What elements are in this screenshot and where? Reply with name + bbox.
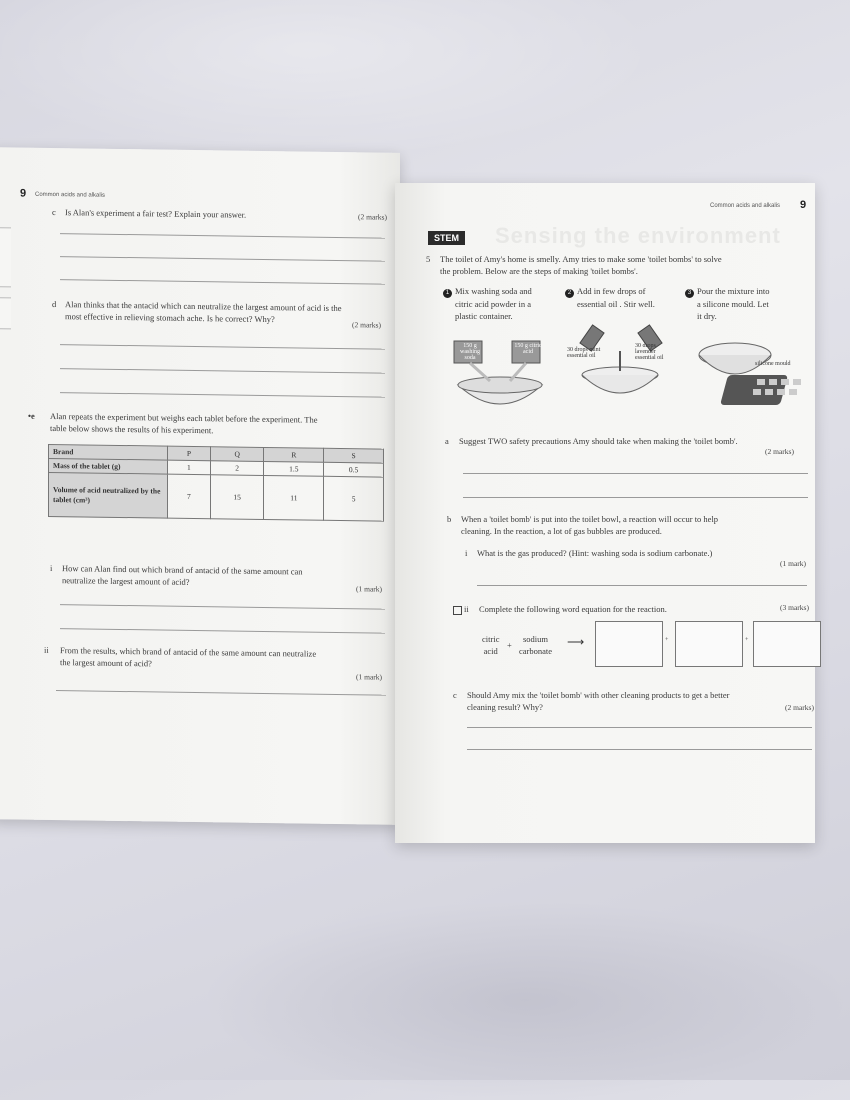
q-bii-label: ii	[453, 603, 469, 615]
silicone-mould-illustration	[687, 323, 812, 415]
answer-line[interactable]	[60, 279, 385, 285]
q-d-label: d	[52, 299, 57, 310]
q5-number: 5	[426, 254, 431, 264]
answer-line[interactable]	[60, 392, 385, 398]
checkbox-icon	[453, 606, 462, 615]
table-header-cell: R	[264, 447, 324, 462]
fabric-shadow	[200, 900, 850, 1100]
step-line: citric acid powder in a	[455, 299, 531, 309]
eq-plus: +	[745, 637, 749, 643]
table-cell: 7	[168, 474, 211, 519]
q-a-marks: (2 marks)	[765, 447, 794, 456]
left-page	[0, 147, 400, 825]
eq-reactant-1: citric acid	[482, 634, 500, 656]
q5-text-1: The toilet of Amy's home is smelly. Amy tries to make some 'toilet bombs' to solve	[440, 254, 722, 264]
q-bii-marks: (3 marks)	[780, 603, 809, 612]
q-eii-marks: (1 mark)	[356, 672, 383, 682]
q-e-label: •e	[28, 410, 35, 421]
eq-arrow: ⟶	[567, 635, 585, 649]
step-line: Mix washing soda and	[455, 286, 532, 296]
q-e-text-1: Alan repeats the experiment but weighs each tablet before the experiment. The	[50, 410, 318, 425]
table-row	[49, 472, 384, 521]
answer-line[interactable]	[60, 256, 385, 262]
step-line: essential oil . Stir well.	[577, 299, 655, 309]
silicone-mould-label: silicone mould	[755, 361, 791, 367]
section-watermark: Sensing the environment	[495, 223, 781, 248]
right-page	[395, 183, 815, 843]
q-c-text: Is Alan's experiment a fair test? Explain your answer.	[65, 207, 247, 220]
table-cell: 0.5	[324, 462, 384, 477]
q-c-text-1: Should Amy mix the 'toilet bomb' with other cleaning products to get a better	[467, 690, 730, 700]
eq-reactant-2: sodium carbonate	[519, 634, 553, 656]
table-cell: 2	[210, 461, 264, 476]
q-c-label: c	[52, 207, 56, 218]
q5-text-2: the problem. Below are the steps of making 'toilet bombs'.	[440, 266, 638, 276]
q-ei-text-1: How can Alan find out which brand of antacid of the same amount can	[62, 563, 303, 577]
table-cell: 1	[168, 460, 211, 475]
answer-line[interactable]	[60, 344, 385, 350]
q-eii-text-1: From the results, which brand of antacid of the same amount can neutralize	[60, 645, 317, 659]
answer-line[interactable]	[463, 497, 808, 498]
step-2	[565, 285, 680, 310]
page-number: 9	[20, 187, 27, 200]
mint-oil-label: 30 drops mint essential oil	[567, 347, 601, 359]
page-number: 9	[800, 199, 807, 211]
step-3	[685, 285, 810, 322]
eq-plus: +	[665, 637, 669, 643]
q-ei-label: i	[50, 562, 53, 574]
q-b-text-2: cleaning. In the reaction, a lot of gas bubbles are produced.	[461, 526, 662, 536]
table-cell: 1.5	[264, 461, 324, 476]
product-box-3[interactable]	[753, 621, 821, 667]
table-cell: Volume of acid neutralized by the tablet (cm³)	[49, 472, 168, 518]
step-line: a silicone mould. Let	[697, 299, 769, 309]
table-cell: 5	[324, 476, 384, 521]
q-bi-text: What is the gas produced? (Hint: washing soda is sodium carbonate.)	[477, 548, 713, 558]
running-head: Common acids and alkalis	[710, 203, 781, 209]
q-d-text-2: most effective in relieving stomach ache. Is he correct? Why?	[65, 311, 275, 325]
q-bi-label: i	[465, 548, 468, 558]
answer-line[interactable]	[60, 604, 385, 610]
side-tab-bottom	[0, 297, 11, 329]
q-d-text-1: Alan thinks that the antacid which can neutralize the largest amount of acid is the	[65, 299, 342, 314]
answer-line[interactable]	[467, 727, 812, 728]
q-c-text-2: cleaning result? Why?	[467, 702, 543, 712]
q-b-text-1: When a 'toilet bomb' is put into the toilet bowl, a reaction will occur to help	[461, 514, 719, 524]
q-c-label: c	[453, 690, 457, 700]
q-b-label: b	[447, 514, 452, 524]
results-table	[48, 444, 384, 522]
step-line: Pour the mixture into	[697, 286, 770, 296]
table-header-cell: S	[324, 448, 384, 463]
q-eii-text-2: the largest amount of acid?	[60, 657, 152, 669]
table-header-cell: P	[168, 446, 211, 461]
step-number: 2	[565, 289, 574, 298]
q-c-marks: (2 marks)	[358, 212, 387, 222]
answer-line[interactable]	[477, 585, 807, 586]
step-line: Add in few drops of	[577, 286, 646, 296]
lavender-oil-label: 30 drops lavender essential oil	[635, 343, 664, 361]
oil-drops-illustration	[565, 321, 675, 413]
q-d-marks: (2 marks)	[352, 320, 381, 330]
answer-line[interactable]	[60, 233, 385, 239]
answer-line[interactable]	[60, 368, 385, 374]
eq-plus: +	[507, 640, 512, 650]
q-bii-text: Complete the following word equation for the reaction.	[479, 604, 667, 614]
mixing-bowl-illustration	[450, 323, 550, 415]
side-tab-top	[0, 227, 11, 287]
step-line: plastic container.	[455, 311, 513, 321]
q-ei-marks: (1 mark)	[356, 584, 383, 594]
q-c-marks: (2 marks)	[785, 703, 814, 712]
q-bi-marks: (1 mark)	[780, 559, 807, 568]
answer-line[interactable]	[463, 473, 808, 474]
fabric-highlight	[0, 0, 660, 160]
stem-badge: STEM	[428, 231, 465, 245]
table-header-cell: Q	[210, 447, 264, 462]
washing-soda-label: 150 g washing soda	[460, 343, 480, 361]
q-ei-text-2: neutralize the largest amount of acid?	[62, 575, 190, 587]
q-e-text-2: table below shows the results of his experiment.	[50, 422, 214, 436]
step-number: 3	[685, 289, 694, 298]
answer-line[interactable]	[56, 690, 386, 696]
table-cell: 15	[210, 475, 264, 520]
answer-line[interactable]	[467, 749, 812, 750]
table-cell: 11	[264, 475, 324, 520]
step-line: it dry.	[697, 311, 717, 321]
table-header-cell: Brand	[49, 444, 168, 460]
citric-acid-label: 150 g citric acid	[514, 343, 542, 355]
table-cell: Mass of the tablet (g)	[49, 458, 168, 474]
q-eii-label: ii	[44, 644, 49, 655]
step-1	[443, 285, 558, 322]
product-box-2[interactable]	[675, 621, 743, 667]
running-head: Common acids and alkalis	[35, 191, 106, 199]
q-a-text: Suggest TWO safety precautions Amy should take when making the 'toilet bomb'.	[459, 436, 738, 446]
q-a-label: a	[445, 436, 449, 446]
answer-line[interactable]	[60, 628, 385, 634]
step-number: 1	[443, 289, 452, 298]
product-box-1[interactable]	[595, 621, 663, 667]
